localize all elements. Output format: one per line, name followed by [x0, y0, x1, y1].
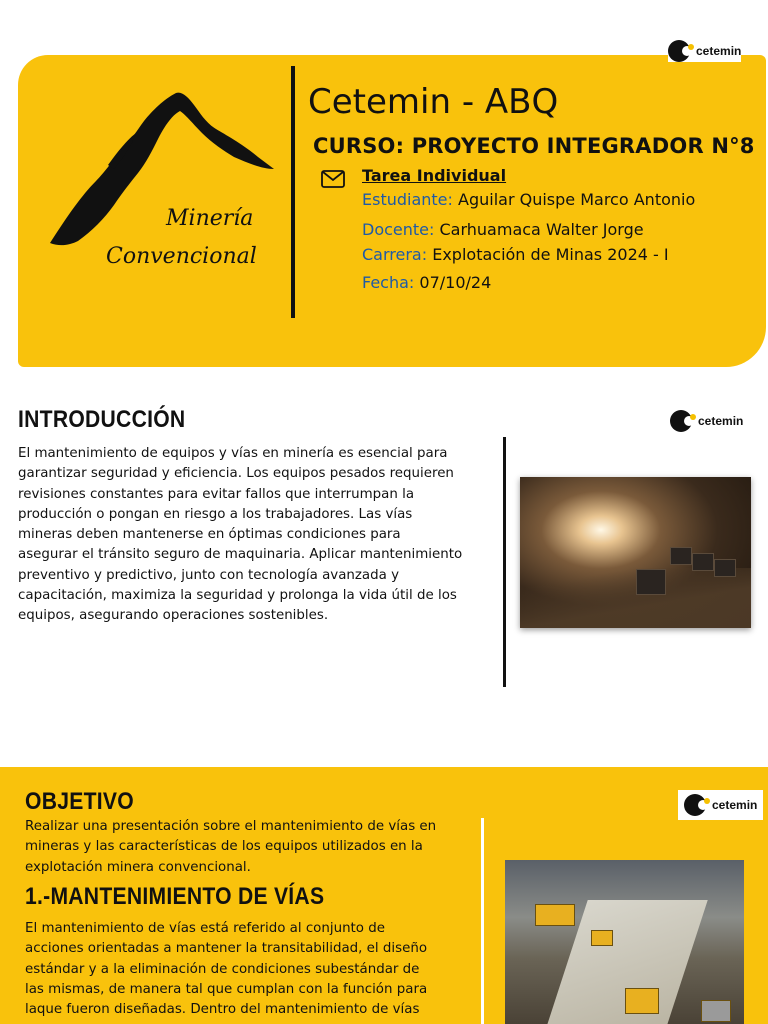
cetemin-logo-icon — [684, 794, 706, 816]
objective-paragraph: Realizar una presentación sobre el mantenimiento de vías en mineras y las características de los equipos utilizados en la explotación minera convencional. — [25, 819, 437, 875]
objective-divider — [481, 818, 484, 1024]
cetemin-logo-icon — [668, 40, 690, 62]
mountain-logo-icon — [48, 85, 288, 295]
date-row: Fecha: 07/10/24 — [362, 273, 492, 292]
intro-title: INTRODUCCIÓN — [18, 406, 186, 433]
objective-title: OBJETIVO — [25, 788, 134, 815]
mine-tunnel-photo — [520, 477, 751, 628]
career-row: Carrera: Explotación de Minas 2024 - I — [362, 245, 669, 264]
cetemin-logo: cetemin — [668, 40, 741, 62]
page-title: Cetemin - ABQ — [308, 82, 559, 122]
svg-text:Convencional: Convencional — [106, 244, 257, 269]
mine-road-photo — [505, 860, 744, 1024]
task-label: Tarea Individual — [362, 166, 507, 185]
envelope-icon — [321, 170, 345, 188]
cetemin-logo-icon — [670, 410, 692, 432]
cetemin-logo: cetemin — [678, 790, 763, 820]
course-title: CURSO: PROYECTO INTEGRADOR N°8 — [313, 134, 755, 158]
intro-paragraph: El mantenimiento de equipos y vías en minería es esencial para garantizar seguridad y eficiencia. Los equipos pesados requieren revisiones constantes para evitar fallos que interrumpan la producción o pongan en riesgo a los trabajadores. Las vías mineras deben mantenerse en óptimas condiciones para asegurar el tránsito seguro de maquinaria. Aplicar mantenimiento preventivo y predictivo, junto con tecnología avanzada y capacitación, maximiza la seguridad y prolonga la vida útil de los equipos, asegurando operaciones sostenibles. — [18, 446, 463, 624]
cetemin-logo: cetemin — [670, 410, 743, 432]
teacher-row: Docente: Carhuamaca Walter Jorge — [362, 220, 644, 239]
header-divider — [291, 66, 295, 318]
section1-title: 1.-MANTENIMIENTO DE VÍAS — [25, 883, 325, 910]
intro-divider — [503, 437, 506, 687]
svg-text:Minería: Minería — [166, 206, 254, 231]
section1-paragraph: El mantenimiento de vías está referido al conjunto de acciones orientadas a mantener la transitabilidad, el diseño estándar y a la eliminación de condiciones subestándar de las mismas, de manera tal que cumplan con la función para laque fueron diseñadas. Dentro del mantenimiento de vías — [25, 921, 428, 1018]
student-row: Estudiante: Aguilar Quispe Marco Antonio — [362, 190, 696, 209]
